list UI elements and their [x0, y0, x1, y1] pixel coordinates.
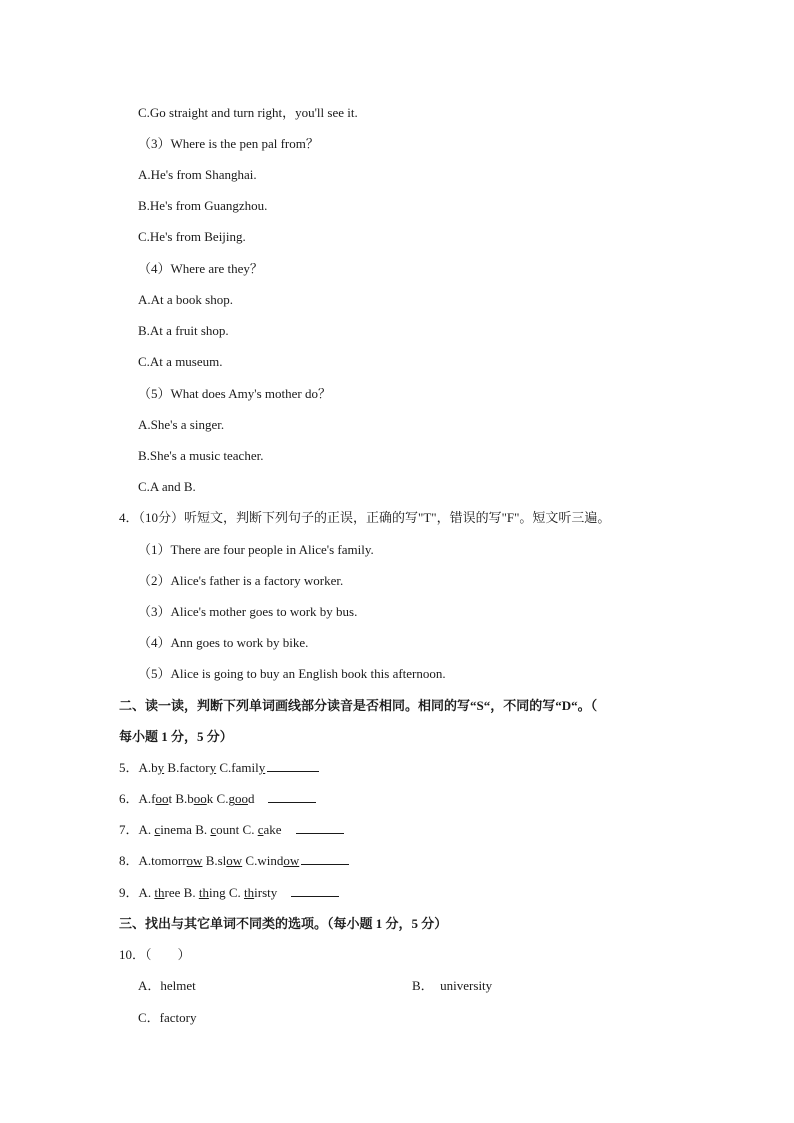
section-heading: 三、找出与其它单词不同类的选项。（每小题 1 分，5 分）	[119, 916, 448, 931]
question-4-heading	[119, 509, 610, 527]
answer-blank[interactable]	[291, 884, 339, 897]
option-text: B.At a fruit shop.	[138, 323, 229, 338]
statement-item: （5）Alice is going to buy an English book this afternoon.	[138, 666, 446, 681]
option-text: A.She's a singer.	[138, 417, 225, 432]
section-heading-cont: 每小题 1 分，5 分）	[119, 729, 233, 744]
option-text: C.A and B.	[138, 479, 196, 494]
choice-b: B． university	[412, 978, 493, 993]
answer-blank[interactable]	[268, 790, 316, 803]
choice-a: A．helmet	[138, 978, 196, 993]
answer-blank[interactable]	[267, 759, 319, 772]
phonics-item: 6．A.foot B.book C.good	[119, 790, 316, 808]
question-number: 4．	[119, 510, 139, 525]
question-text: （10分）听短文，判断下列句子的正误，正确的写"T"，错误的写"F"。短文听三遍。	[138, 510, 611, 525]
option-text: C.He's from Beijing.	[138, 229, 246, 244]
phonics-item: 8．A.tomorrow B.slow C.window	[119, 852, 349, 870]
option-text: C.At a museum.	[138, 354, 223, 369]
option-text: A.At a book shop.	[138, 292, 233, 307]
question-stem: （4）Where are they？	[138, 261, 263, 276]
option-text: B.She's a music teacher.	[138, 448, 264, 463]
answer-blank[interactable]	[301, 852, 349, 865]
phonics-item: 7．A. cinema B. count C. cake	[119, 821, 344, 839]
choice-c: C．factory	[138, 1010, 197, 1025]
option-text: A.He's from Shanghai.	[138, 167, 257, 182]
statement-item: （4）Ann goes to work by bike.	[138, 635, 309, 650]
option-text: B.He's from Guangzhou.	[138, 198, 268, 213]
phonics-item: 5．A.by B.factory C.family	[119, 759, 319, 777]
answer-blank[interactable]	[296, 821, 344, 834]
phonics-item: 9．A. three B. thing C. thirsty	[119, 884, 339, 902]
statement-item: （3）Alice's mother goes to work by bus.	[138, 604, 358, 619]
statement-item: （2）Alice's father is a factory worker.	[138, 573, 344, 588]
question-10-number: 10．（ ）	[119, 947, 191, 962]
section-heading: 二、读一读，判断下列单词画线部分读音是否相同。相同的写“S“，不同的写“D“。（	[119, 698, 598, 713]
statement-item: （1）There are four people in Alice's family.	[138, 542, 374, 557]
question-stem: （3）Where is the pen pal from？	[138, 136, 319, 151]
question-stem: （5）What does Amy's mother do？	[138, 386, 331, 401]
option-text: C.Go straight and turn right，you'll see it.	[138, 105, 358, 120]
